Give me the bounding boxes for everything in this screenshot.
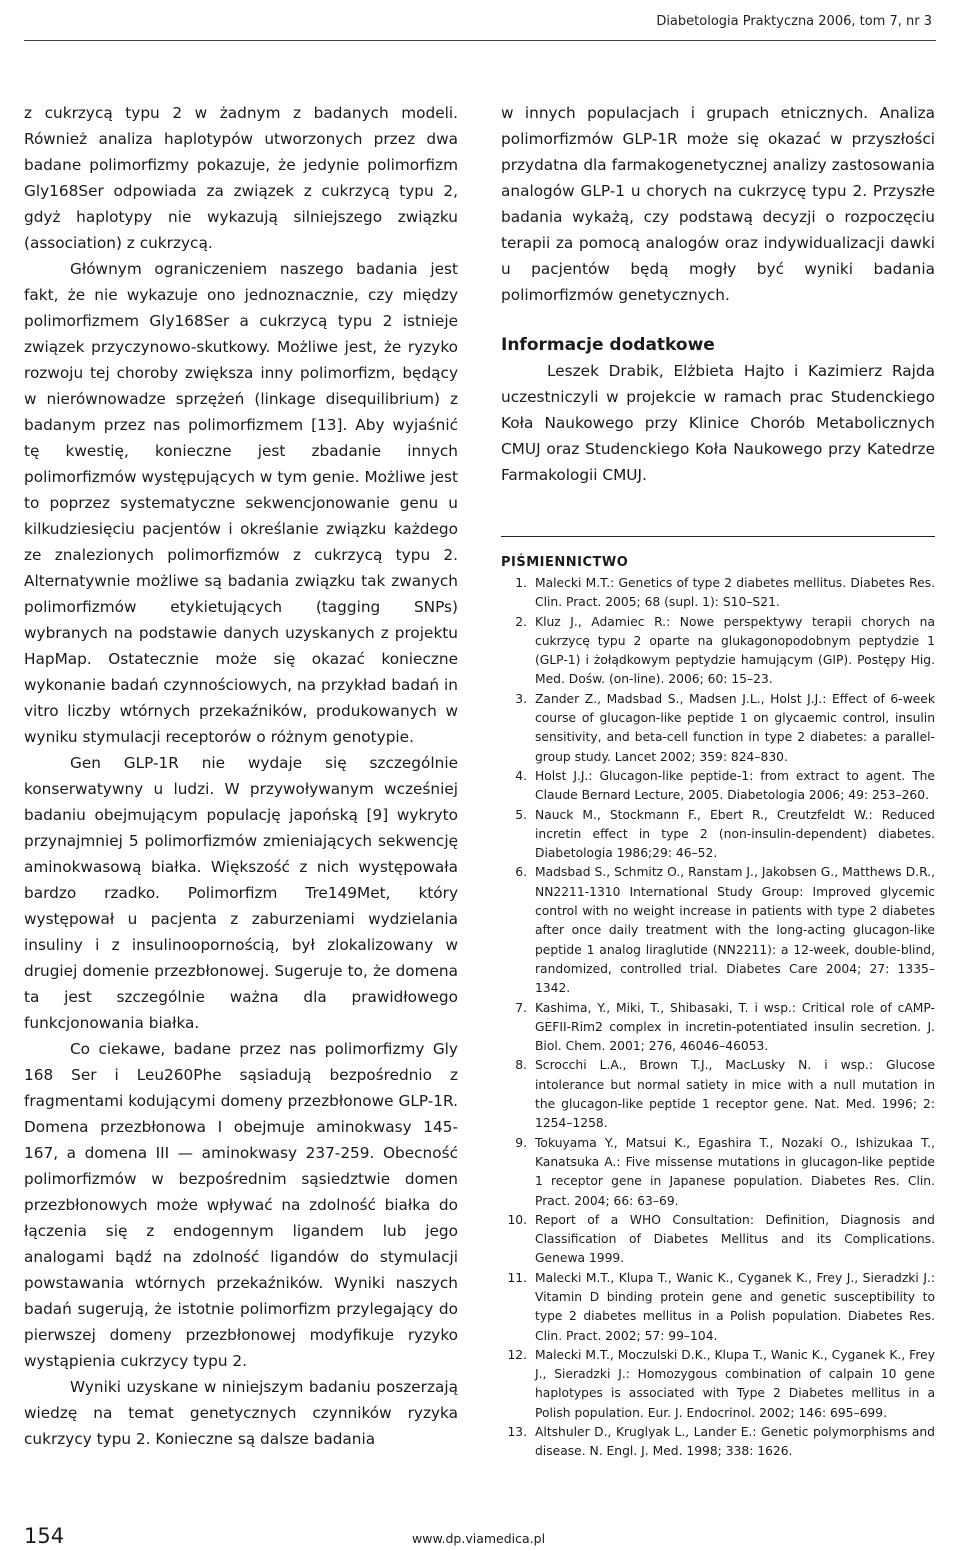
reference-item bbox=[501, 613, 935, 690]
reference-number: 10. bbox=[507, 1212, 527, 1227]
right-column bbox=[501, 100, 935, 1462]
reference-number: 5. bbox=[515, 807, 527, 822]
reference-item bbox=[501, 1346, 935, 1423]
paragraph: Głównym ograniczeniem naszego badania jest fakt, że nie wykazuje ono jednoznacznie, czy między polimorfizmem Gly168Ser a cukrzycą typu 2 istnieje związek przyczynowo-skutkowy. Możliwe jest, że ryzyko rozwoju tej choroby zwiększa inny polimorfizm, będący w nierównowadze sprzężeń (linkage disequilibrium) z badanym przez nas polimorfizmem [13]. Aby wyjaśnić tę kwestię, konieczne jest zbadanie innych polimorfizmów występujących w tym genie. Możliwe jest to poprzez systematyczne sekwencjonowanie genu u kilkudziesięciu pacjentów i określanie związku każdego ze znalezionych polimorfizmów z cukrzycą typu 2. Alternatywnie możliwe są badania związku tak zwanych polimorfizmów etykietujących (tagging SNPs) wybranych na podstawie danych uzyskanych z projektu HapMap. Ostatecznie może się okazać konieczne wykonanie badań czynnościowych, na przykład badań in vitro liczby wtórnych przekaźników, produkowanych w wyniku stymulacji receptorów o różnym genotypie. bbox=[24, 260, 458, 746]
reference-number: 1. bbox=[515, 576, 527, 590]
paragraph: Wyniki uzyskane w niniejszym badaniu poszerzają wiedzę na temat genetycznych czynników ryzyka cukrzycy typu 2. Konieczne są dalsze badania bbox=[24, 1378, 458, 1448]
reference-number: 4. bbox=[515, 768, 527, 783]
reference-item bbox=[501, 1134, 935, 1211]
reference-item bbox=[501, 863, 935, 998]
paragraph: z cukrzycą typu 2 w żadnym z badanych modeli. Również analiza haplotypów utworzonych przez dwa badane polimorfizmy pokazuje, że jedynie polimorfizm Gly168Ser odpowiada za związek z cukrzycą typu 2, gdyż haplotypy nie wykazują silniejszego związku (association) z cukrzycą. bbox=[24, 104, 458, 252]
page-number: 154 bbox=[24, 1524, 65, 1548]
reference-item bbox=[501, 999, 935, 1057]
reference-text: Holst J.J.: Glucagon-like peptide-1: from extract to agent. The Claude Bernard Lecture, 2005. Diabetologia 2006; 49: 253–260. bbox=[535, 768, 935, 803]
reference-text: Malecki M.T.: Genetics of type 2 diabetes mellitus. Diabetes Res. Clin. Pract. 2005; 68 (supl. 1): S10–S21. bbox=[535, 576, 935, 610]
paragraph: Gen GLP-1R nie wydaje się szczególnie konserwatywny u ludzi. W przywoływanym wcześniej badaniu obejmującym populację japońską [9] wykryto przynajmniej 5 polimorfizmów zmieniających sekwencję aminokwasową białka. Większość z nich występowała bardzo rzadko. Polimorfizm Tre149Met, który występował u pacjenta z zaburzeniami wydzielania insuliny i z insulinoopornością, był zlokalizowany w drugiej domenie przezbłonowej. Sugeruje to, że domena ta jest szczególnie ważna dla prawidłowego funkcjonowania białka. bbox=[24, 754, 458, 1032]
reference-item bbox=[501, 806, 935, 864]
references-title: PIŚMIENNICTWO bbox=[501, 555, 629, 570]
footer-url: www.dp.viamedica.pl bbox=[412, 1531, 546, 1546]
reference-number: 7. bbox=[515, 1000, 527, 1015]
reference-number: 3. bbox=[515, 691, 527, 706]
paragraph: Co ciekawe, badane przez nas polimorfizmy Gly 168 Ser i Leu260Phe sąsiadują bezpośrednio z fragmentami kodującymi domeny przezbłonowe GLP-1R. Domena przezbłonowa I obejmuje aminokwasy 145-167, a domena III — aminokwasy 237-259. Obecność polimorfizmów w bezpośrednim sąsiedztwie domen przezbłonowych może wpływać na zdolność białka do łączenia się z endogennym ligandem lub jego analogami bądź na zdolność ligandów do stymulacji powstawania wtórnych przekaźników. Wyniki naszych badań sugerują, że istotnie polimorfizm przylegający do pierwszej domeny przezbłonowej modyfikuje ryzyko wystąpienia cukrzycy typu 2. bbox=[24, 1040, 458, 1370]
reference-item bbox=[501, 1211, 935, 1269]
paragraph: w innych populacjach i grupach etnicznych. Analiza polimorfizmów GLP-1R może się okazać w przyszłości przydatna dla farmakogenetycznej analizy zastosowania analogów GLP-1 u chorych na cukrzycę typu 2. Przyszłe badania wykażą, czy podstawą decyzji o rozpoczęciu terapii za pomocą analogów oraz indywidualizacji dawki u pacjentów będą mogły być wyniki badania polimorfizmów genetycznych. bbox=[501, 104, 935, 304]
reference-text: Altshuler D., Kruglyak L., Lander E.: Genetic polymorphisms and disease. N. Engl. J. Med. 1998; 338: 1626. bbox=[535, 1425, 935, 1459]
references-divider bbox=[501, 536, 935, 537]
reference-text: Malecki M.T., Klupa T., Wanic K., Cyganek K., Frey J., Sieradzki J.: Vitamin D binding protein gene and genetic susceptibility to type 2 diabetes mellitus in a Polish population. Diabetes Res. Clin. Pract. 2002; 57: 99–104. bbox=[535, 1270, 935, 1343]
additional-info-text: Leszek Drabik, Elżbieta Hajto i Kazimierz Rajda uczestniczyli w projekcie w ramach prac Studenckiego Koła Naukowego przy Klinice Chorób Metabolicznych CMUJ oraz Studenckiego Koła Naukowego przy Katedrze Farmakologii CMUJ. bbox=[501, 362, 935, 484]
reference-number: 9. bbox=[515, 1135, 527, 1150]
reference-text: Madsbad S., Schmitz O., Ranstam J., Jakobsen G., Matthews D.R., NN2211-1310 International Study Group: Improved glycemic control with no weight increase in patients with type 2 diabetes after once daily treatment with the long-acting glucagon-like peptide 1 analog liraglutide (NN2211): a 12-week, double-blind, randomized, controlled trial. Diabetes Care 2004; 27: 1335–1342. bbox=[535, 865, 935, 996]
reference-text: Tokuyama Y., Matsui K., Egashira T., Nozaki O., Ishizukaa T., Kanatsuka A.: Five missense mutations in glucagon-like peptide 1 receptor gene in Japanese population. Diabetes Res. Clin. Pract. 2004; 66: 63–69. bbox=[535, 1135, 935, 1208]
reference-item bbox=[501, 1056, 935, 1133]
reference-number: 12. bbox=[507, 1347, 527, 1362]
left-column bbox=[24, 100, 458, 1452]
reference-number: 6. bbox=[515, 865, 527, 880]
reference-text: Nauck M., Stockmann F., Ebert R., Creutzfeldt W.: Reduced incretin effect in type 2 (non-insulin-dependent) diabetes. Diabetologia 1986;29: 46–52. bbox=[535, 807, 935, 861]
reference-item bbox=[501, 767, 935, 806]
reference-text: Zander Z., Madsbad S., Madsen J.L., Holst J.J.: Effect of 6-week course of glucagon-like peptide 1 on glycaemic control, insulin sensitivity, and beta-cell function in type 2 diabetes: a parallel-group study. Lancet 2002; 359: 824–830. bbox=[535, 691, 935, 764]
running-header: Diabetologia Praktyczna 2006, tom 7, nr 3 bbox=[656, 14, 932, 29]
reference-item bbox=[501, 1423, 935, 1462]
reference-item bbox=[501, 574, 935, 613]
reference-text: Malecki M.T., Moczulski D.K., Klupa T., Wanic K., Cyganek K., Frey J., Sieradzki J.: Homozygous combination of calpain 10 gene haplotypes is associated with Type 2 Diabetes mellitus in a Polish population. Eur. J. Endocrinol. 2002; 146: 695–699. bbox=[535, 1347, 935, 1420]
reference-text: Kashima, Y., Miki, T., Shibasaki, T. i wsp.: Critical role of cAMP-GEFII-Rim2 complex in incretin-potentiated insulin secretion. J. Biol. Chem. 2001; 276, 46046–46053. bbox=[535, 1000, 935, 1054]
reference-text: Scrocchi L.A., Brown T.J., MacLusky N. i wsp.: Glucose intolerance but normal satiety in mice with a null mutation in the glucagon-like peptide 1 receptor gene. Nat. Med. 1996; 2: 1254–1258. bbox=[535, 1058, 935, 1131]
reference-text: Report of a WHO Consultation: Definition, Diagnosis and Classification of Diabetes Mellitus and its Complications. Genewa 1999. bbox=[535, 1212, 935, 1266]
reference-item bbox=[501, 1269, 935, 1346]
reference-text: Kluz J., Adamiec R.: Nowe perspektywy terapii chorych na cukrzycę typu 2 oparte na glukagonopodobnym peptydzie 1 (GLP-1) i żołądkowym peptydzie hamującym (GIP). Postępy Hig. Med. Dośw. (on-line). 2006; 60: 15–23. bbox=[535, 614, 935, 687]
reference-item bbox=[501, 690, 935, 767]
reference-number: 8. bbox=[515, 1058, 527, 1073]
reference-number: 13. bbox=[507, 1425, 527, 1440]
references-list bbox=[501, 574, 935, 1462]
header-divider bbox=[24, 40, 936, 41]
reference-number: 2. bbox=[515, 614, 527, 629]
reference-number: 11. bbox=[507, 1270, 527, 1285]
additional-info-heading: Informacje dodatkowe bbox=[501, 335, 715, 355]
